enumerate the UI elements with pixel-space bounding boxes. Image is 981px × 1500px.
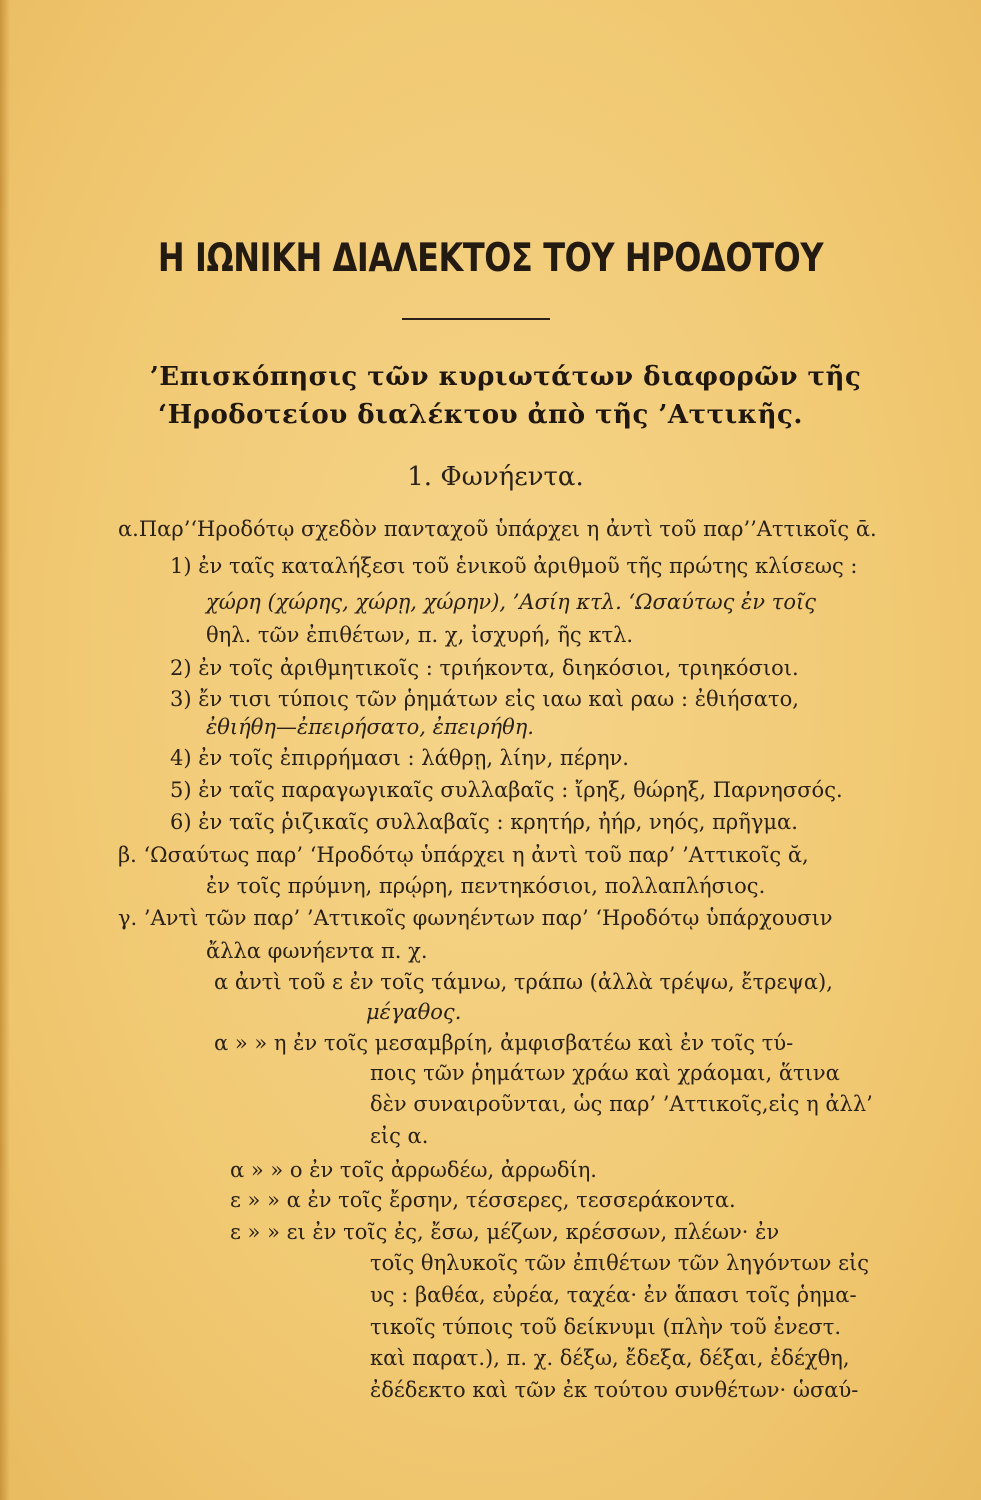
text-line: τικοῖς τύποις τοῦ δείκνυμι (πλὴν τοῦ ἐνεστ. xyxy=(370,1315,842,1339)
page-edge xyxy=(0,0,10,1500)
text-line-5: 5) ἐν ταῖς παραγωγικαῖς συλλαβαῖς : ἴρηξ, θώρηξ, Παρνησσός. xyxy=(170,778,843,802)
text-line: υς : βαθέα, εὐρέα, ταχέα· ἐν ἅπασι τοῖς ῥημα- xyxy=(370,1283,857,1307)
text-line-c: γ. ’Αντὶ τῶν παρ’ ’Αττικοῖς φωνηέντων παρ’ ‘Ηροδότῳ ὑπάρχουσιν xyxy=(118,906,833,930)
text-line: ποις τῶν ῥημάτων χράω καὶ χράομαι, ἅτινα xyxy=(370,1061,840,1085)
text-line: ἐθιήθη—ἐπειρήσατο, ἐπειρήθη. xyxy=(206,715,534,739)
text-line: τοῖς θηλυκοῖς τῶν ἐπιθέτων τῶν ληγόντων εἰς xyxy=(370,1251,869,1275)
text-line-b: β. ‘Ωσαύτως παρ’ ‘Ηροδότῳ ὑπάρχει η ἀντὶ τοῦ παρ’ ’Αττικοῖς ᾰ, xyxy=(118,843,809,867)
text-line-6: 6) ἐν ταῖς ῥιζικαῖς συλλαβαῖς : κρητήρ, ἠήρ, νηός, πρῆγμα. xyxy=(170,810,798,834)
text-line: εἰς α. xyxy=(370,1124,429,1148)
text-line: δὲν συναιροῦνται, ὡς παρ’ ’Αττικοῖς,εἰς η ἀλλ’ xyxy=(370,1092,873,1116)
title-rule xyxy=(402,318,550,320)
text-line: χώρη (χώρης, χώρῃ, χώρην), ’Ασίη κτλ. ‘Ωσαύτως ἐν τοῖς xyxy=(206,590,816,614)
text-line: α ἀντὶ τοῦ ε ἐν τοῖς τάμνω, τράπω (ἀλλὰ τρέψω, ἔτρεψα), xyxy=(214,970,833,994)
text-line-a: α.Παρ’‘Ηροδότῳ σχεδὸν πανταχοῦ ὑπάρχει η ἀντὶ τοῦ παρ’’Αττικοῖς ᾱ. xyxy=(118,517,877,541)
subtitle-line-2: ‘Ηροδοτείου διαλέκτου ἀπὸ τῆς ’Αττικῆς. xyxy=(158,400,803,430)
text-line: ἐν τοῖς πρύμνη, πρῴρη, πεντηκόσιοι, πολλαπλήσιος. xyxy=(206,874,766,898)
text-line-3: 3) ἔν τισι τύποις τῶν ῥημάτων εἰς ιαω καὶ ραω : ἐθιήσατο, xyxy=(170,687,799,711)
text-line: ε » » ει ἐν τοῖς ἐς, ἔσω, μέζων, κρέσσων, πλέων· ἐν xyxy=(230,1220,780,1244)
subtitle-line-1: ’Επισκόπησις τῶν κυριωτάτων διαφορῶν τῆς xyxy=(149,362,862,392)
text-line: ἐδέδεκτο καὶ τῶν ἐκ τούτου συνθέτων· ὡσαύ- xyxy=(370,1378,859,1402)
text-line: α » » ο ἐν τοῖς ἀρρωδέω, ἀρρωδίη. xyxy=(230,1158,597,1182)
text-line-4: 4) ἐν τοῖς ἐπιρρήμασι : λάθρῃ, λίην, πέρην. xyxy=(170,746,629,770)
section-title: 1. Φωνήεντα. xyxy=(407,462,584,492)
text-line-2: 2) ἐν τοῖς ἀριθμητικοῖς : τριήκοντα, διηκόσιοι, τριηκόσιοι. xyxy=(170,656,799,680)
text-line: θηλ. τῶν ἐπιθέτων, π. χ, ἰσχυρή, ῆς κτλ. xyxy=(206,623,634,647)
text-line-1: 1) ἐν ταῖς καταλήξεσι τοῦ ἑνικοῦ ἀριθμοῦ τῆς πρώτης κλίσεως : xyxy=(170,554,858,578)
page-title: Η ΙΩΝΙΚΗ ΔΙΑΛΕΚΤΟΣ ΤΟΥ ΗΡΟΔΟΤΟΥ xyxy=(157,236,824,281)
text-line: α » » η ἐν τοῖς μεσαμβρίη, ἀμφισβατέω καὶ ἐν τοῖς τύ- xyxy=(214,1031,794,1055)
text-line: καὶ παρατ.), π. χ. δέξω, ἔδεξα, δέξαι, ἐδέχθη, xyxy=(370,1346,850,1370)
text-line: ε » » α ἐν τοῖς ἔρσην, τέσσερες, τεσσεράκοντα. xyxy=(230,1188,736,1212)
text-line: μέγαθος. xyxy=(366,1000,462,1024)
text-line: ἄλλα φωνήεντα π. χ. xyxy=(206,939,428,963)
